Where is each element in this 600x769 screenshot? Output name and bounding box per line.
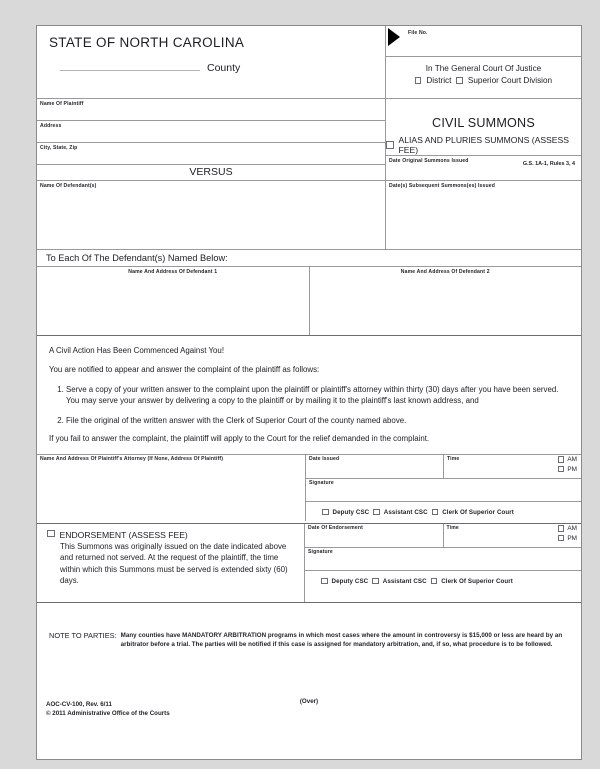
- endorsement-pm-option: [558, 535, 577, 542]
- issued-assistant-csc-checkbox[interactable]: [373, 509, 380, 516]
- issued-am-label: AM: [567, 456, 577, 464]
- issued-signature-label: Signature: [309, 480, 334, 487]
- court-division-options: [386, 76, 581, 85]
- file-no-field[interactable]: [386, 26, 581, 57]
- endorsement-pm-checkbox[interactable]: [558, 535, 565, 542]
- file-no-label: File No.: [408, 29, 428, 36]
- endorsement-time-label: Time: [446, 525, 459, 532]
- form-footer: [37, 695, 581, 719]
- plaintiff-name-label: Name Of Plaintiff: [40, 100, 84, 107]
- date-subsequent-summons-label: Date(s) Subsequent Summons(es) Issued: [389, 182, 496, 189]
- issuance-right-column: [306, 455, 581, 523]
- defendant-name-label: Name Of Defendant(s): [40, 182, 97, 189]
- date-issued-label: Date Issued: [309, 456, 340, 463]
- issued-pm-option: [558, 466, 577, 473]
- parties-section: [37, 98, 581, 249]
- district-checkbox[interactable]: [415, 77, 422, 84]
- defendant-1-field[interactable]: [37, 267, 310, 335]
- issued-assistant-csc-label: Assistant CSC: [383, 508, 428, 516]
- plaintiff-city-state-zip-field[interactable]: [37, 142, 385, 164]
- page-title: CIVIL SUMMONS: [432, 116, 535, 130]
- note-text: Many counties have MANDATORY ARBITRATION programs in which most cases where the amount in controversy is $15,000 or less are heard by an arbitrator before a trial. The parties will be notified if this case is assigned for mandatory arbitration, and, if so, what procedure is to be followed.: [120, 631, 563, 649]
- endorsement-signature-field[interactable]: [305, 547, 581, 570]
- endorsement-am-checkbox[interactable]: [558, 525, 565, 532]
- endorsement-title: ENDORSEMENT (ASSESS FEE): [59, 529, 188, 540]
- notice-body: [37, 335, 581, 454]
- date-original-summons-field[interactable]: [386, 155, 581, 180]
- issued-deputy-csc-checkbox[interactable]: [322, 509, 329, 516]
- issued-clerk-superior-label: Clerk Of Superior Court: [442, 508, 514, 516]
- issued-pm-label: PM: [567, 465, 577, 473]
- endorsement-deputy-csc-checkbox[interactable]: [321, 578, 328, 585]
- issued-deputy-csc-label: Deputy CSC: [332, 508, 370, 516]
- defendant-name-field[interactable]: [37, 180, 385, 249]
- plaintiff-city-state-zip-label: City, State, Zip: [40, 144, 78, 151]
- endorsement-ampm-options: [558, 525, 577, 542]
- date-of-endorsement-field[interactable]: [305, 524, 444, 547]
- county-label: County: [207, 62, 241, 74]
- triangle-marker-icon: [388, 28, 400, 46]
- form-header: [37, 26, 581, 98]
- parties-left-column: [37, 99, 386, 249]
- endorsement-am-option: [558, 525, 577, 532]
- endorsement-left-column: [37, 524, 305, 602]
- notice-headline: A Civil Action Has Been Commenced Against You!: [49, 346, 225, 355]
- summons-title-block: [386, 99, 581, 249]
- district-label: District: [426, 76, 452, 85]
- issued-signature-field[interactable]: [306, 478, 581, 501]
- endorsement-section: [37, 523, 581, 602]
- note-to-parties: [49, 631, 571, 650]
- issued-ampm-options: [558, 456, 577, 473]
- endorsement-pm-label: PM: [567, 534, 577, 542]
- endorsement-right-column: [305, 524, 581, 602]
- form-number: AOC-CV-100, Rev. 6/11: [46, 700, 112, 708]
- endorsement-clerk-title-options: [305, 570, 581, 592]
- endorsement-signature-label: Signature: [308, 549, 333, 556]
- defendant-2-label: Name And Address Of Defendant 2: [400, 268, 490, 275]
- defendant-1-label: Name And Address Of Defendant 1: [128, 268, 218, 275]
- issued-am-checkbox[interactable]: [558, 456, 565, 463]
- endorsement-clerk-superior-checkbox[interactable]: [431, 578, 438, 585]
- plaintiff-address-field[interactable]: [37, 120, 385, 142]
- issued-clerk-title-options: [306, 501, 581, 523]
- endorsement-assistant-csc-label: Assistant CSC: [382, 577, 427, 585]
- superior-court-label: Superior Court Division: [467, 76, 553, 85]
- endorsement-assistant-csc-checkbox[interactable]: [372, 578, 379, 585]
- county-write-in-line[interactable]: [60, 70, 200, 71]
- over-indicator: (Over): [299, 697, 319, 705]
- notice-instruction-list: [49, 384, 569, 426]
- endorsement-checkbox[interactable]: [47, 530, 55, 538]
- notice-intro: You are notified to appear and answer the complaint of the plaintiff as follows:: [49, 365, 320, 375]
- issued-clerk-superior-checkbox[interactable]: [432, 509, 439, 516]
- endorsement-deputy-csc-label: Deputy CSC: [331, 577, 369, 585]
- civil-summons-form: [36, 25, 582, 760]
- notice-item-2: 2. File the original of the written answer with the Clerk of Superior Court of the county named above.: [66, 415, 569, 426]
- issuance-section: [37, 454, 581, 523]
- date-of-endorsement-label: Date Of Endorsement: [308, 525, 363, 532]
- endorsement-clerk-superior-label: Clerk Of Superior Court: [441, 577, 513, 585]
- defendant-address-grid: [37, 266, 581, 335]
- notice-item-1: 1. Serve a copy of your written answer to the complaint upon the plaintiff or plaintiff's attorney within thirty (30) days after you have been served. You may serve your answer by delivering a copy to the plaintiff or by mailing it to the plaintiff's last known address, and: [66, 384, 569, 407]
- endorsement-time-field[interactable]: [444, 524, 582, 547]
- state-county-block: [37, 26, 386, 98]
- plaintiff-attorney-field[interactable]: [37, 455, 306, 521]
- alias-summons-label: ALIAS AND PLURIES SUMMONS (ASSESS FEE): [398, 135, 569, 155]
- notice-closing: If you fail to answer the complaint, the plaintiff will apply to the Court for the relief demanded in the complaint.: [49, 434, 430, 444]
- date-subsequent-summons-field[interactable]: [386, 180, 581, 215]
- statute-citation: G.S. 1A-1, Rules 3, 4: [522, 161, 575, 167]
- superior-court-checkbox[interactable]: [456, 77, 463, 84]
- state-title: STATE OF NORTH CAROLINA: [49, 35, 245, 50]
- versus-label: VERSUS: [37, 164, 385, 180]
- plaintiff-address-label: Address: [40, 122, 62, 129]
- to-each-defendant-heading: To Each Of The Defendant(s) Named Below:: [37, 249, 581, 266]
- endorsement-date-time-row: [305, 524, 581, 547]
- endorsement-text: This Summons was originally issued on the date indicated above and returned not served. At the request of the plaintiff, the time within which this Summons must be served is extended sixty (60) days.: [60, 541, 288, 586]
- issued-date-time-row: [306, 455, 581, 478]
- alias-summons-checkbox[interactable]: [386, 141, 394, 149]
- time-issued-field[interactable]: [444, 455, 581, 478]
- endorsement-heading: [47, 530, 298, 540]
- defendant-2-field[interactable]: [310, 267, 582, 335]
- date-issued-field[interactable]: [306, 455, 444, 478]
- date-original-summons-label: Date Original Summons Issued: [389, 157, 469, 164]
- time-issued-label: Time: [447, 456, 460, 463]
- alias-summons-option: [386, 135, 581, 155]
- issued-pm-checkbox[interactable]: [558, 466, 565, 473]
- note-to-parties-section: [37, 602, 581, 695]
- issued-am-option: [558, 456, 577, 463]
- plaintiff-attorney-label: Name And Address Of Plaintiff's Attorney (If None, Address Of Plaintiff): [40, 456, 224, 463]
- endorsement-am-label: AM: [567, 525, 577, 533]
- plaintiff-name-field[interactable]: [37, 99, 385, 120]
- note-title: NOTE TO PARTIES:: [49, 630, 117, 640]
- file-no-and-court-block: [386, 26, 581, 98]
- copyright-notice: © 2011 Administrative Office of the Courts: [46, 709, 170, 717]
- court-title: In The General Court Of Justice: [425, 64, 542, 73]
